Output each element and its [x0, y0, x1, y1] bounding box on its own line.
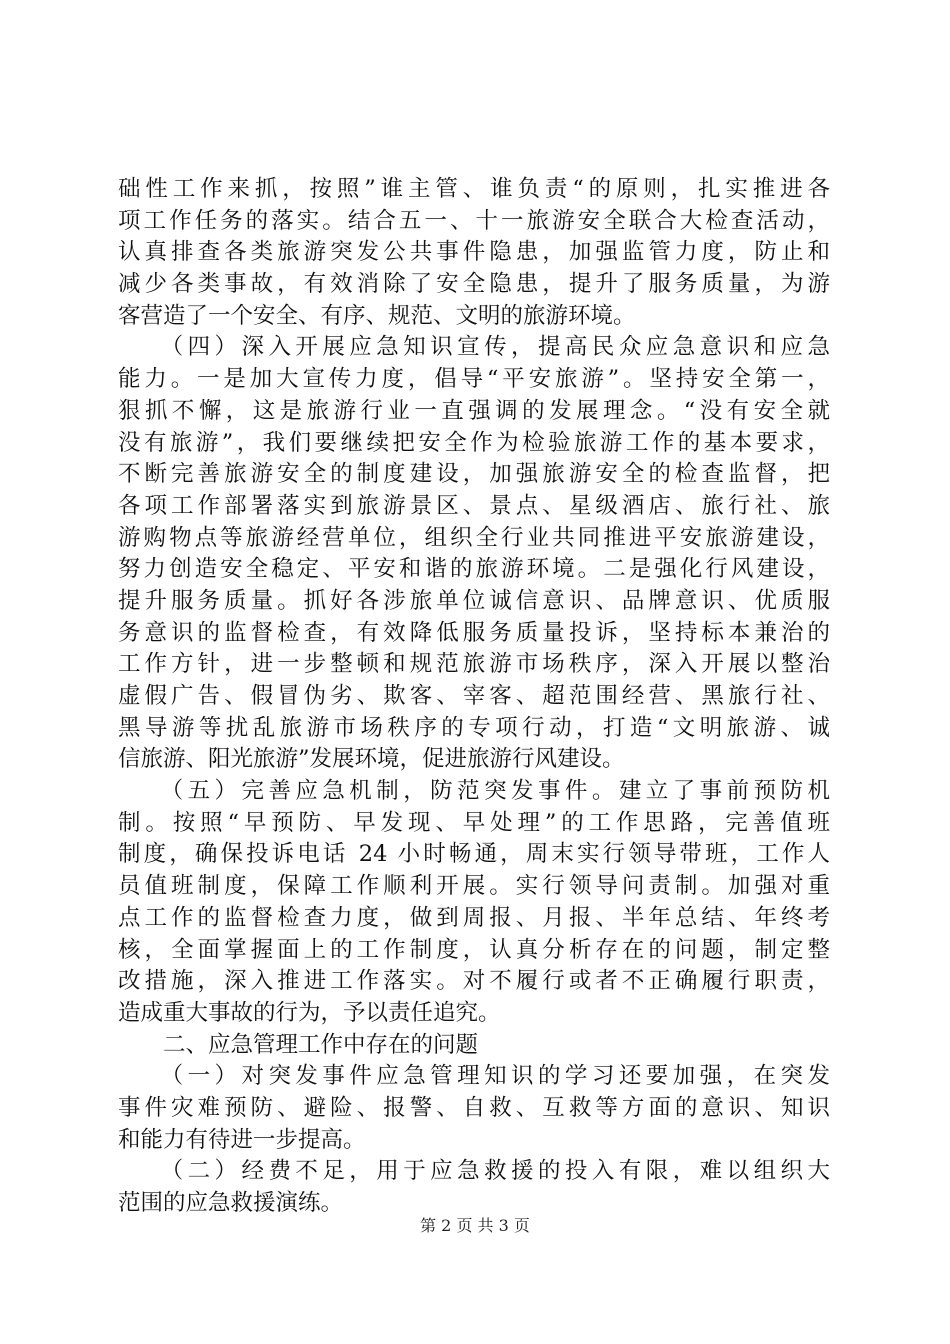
text-line: 核，全面掌握面上的工作制度，认真分析存在的问题，制定整 — [118, 936, 830, 963]
text-line: 信旅游、阳光旅游”发展环境，促进旅游行风建设。 — [118, 746, 625, 773]
text-line: 事件灾难预防、避险、报警、自救、互救等方面的意识、知识 — [118, 1094, 830, 1121]
text-line: 础性工作来抓，按照”谁主管、谁负责“的原则，扎实推进各 — [118, 176, 830, 202]
text-line: 狠抓不懈，这是旅游行业一直强调的发展理念。“没有安全就 — [118, 397, 830, 424]
text-line: （四）深入开展应急知识宣传，提高民众应急意识和应急 — [118, 334, 830, 361]
text-line: 认真排查各类旅游突发公共事件隐患，加强监管力度，防止和 — [118, 239, 830, 266]
text-line: 和能力有待进一步提高。 — [118, 1126, 366, 1153]
text-line: 不断完善旅游安全的制度建设，加强旅游安全的检查监督，把 — [118, 461, 830, 488]
text-line: 项工作任务的落实。结合五一、十一旅游安全联合大检查活动， — [118, 207, 830, 234]
text-line: 能力。一是加大宣传力度，倡导“平安旅游”。坚持安全第一， — [118, 366, 830, 393]
text-line: 点工作的监督检查力度，做到周报、月报、半年总结、年终考 — [118, 904, 830, 931]
text-line: 务意识的监督检查，有效降低服务质量投诉，坚持标本兼治的 — [118, 619, 830, 646]
text-line: 二、应急管理工作中存在的问题 — [118, 1031, 479, 1058]
text-line: 改措施，深入推进工作落实。对不履行或者不正确履行职责， — [118, 968, 830, 995]
text-line: 造成重大事故的行为，予以责任追究。 — [118, 999, 501, 1026]
text-line: 各项工作部署落实到旅游景区、景点、星级酒店、旅行社、旅 — [118, 492, 830, 519]
text-line: 黑导游等扰乱旅游市场秩序的专项行动，打造“文明旅游、诚 — [118, 714, 830, 741]
text-line: 努力创造安全稳定、平安和谐的旅游环境。二是强化行风建设， — [118, 556, 830, 583]
body-text — [118, 174, 830, 1220]
text-line: 工作方针，进一步整顿和规范旅游市场秩序，深入开展以整治 — [118, 651, 830, 678]
text-line: （二）经费不足，用于应急救援的投入有限，难以组织大 — [118, 1158, 830, 1185]
page-footer: 第 2 页 共 3 页 — [420, 1216, 530, 1235]
text-line: 提升服务质量。抓好各涉旅单位诚信意识、品牌意识、优质服 — [118, 587, 830, 614]
text-line: 范围的应急救援演练。 — [118, 1190, 344, 1216]
text-line: （五）完善应急机制，防范突发事件。建立了事前预防机 — [118, 778, 830, 805]
text-line: 减少各类事故，有效消除了安全隐患，提升了服务质量，为游 — [118, 271, 830, 298]
text-line: 制度，确保投诉电话 24 小时畅通，周末实行领导带班，工作人 — [118, 841, 830, 868]
text-line: 没有旅游”，我们要继续把安全作为检验旅游工作的基本要求， — [118, 429, 830, 456]
text-line: 员值班制度，保障工作顺利开展。实行领导问责制。加强对重 — [118, 873, 830, 900]
text-line: （一）对突发事件应急管理知识的学习还要加强，在突发 — [118, 1063, 830, 1090]
text-line: 客营造了一个安全、有序、规范、文明的旅游环境。 — [118, 302, 636, 329]
text-line: 虚假广告、假冒伪劣、欺客、宰客、超范围经营、黑旅行社、 — [118, 683, 830, 709]
text-line: 制。按照“早预防、早发现、早处理”的工作思路，完善值班 — [118, 809, 830, 836]
text-line: 游购物点等旅游经营单位，组织全行业共同推进平安旅游建设， — [118, 524, 830, 551]
